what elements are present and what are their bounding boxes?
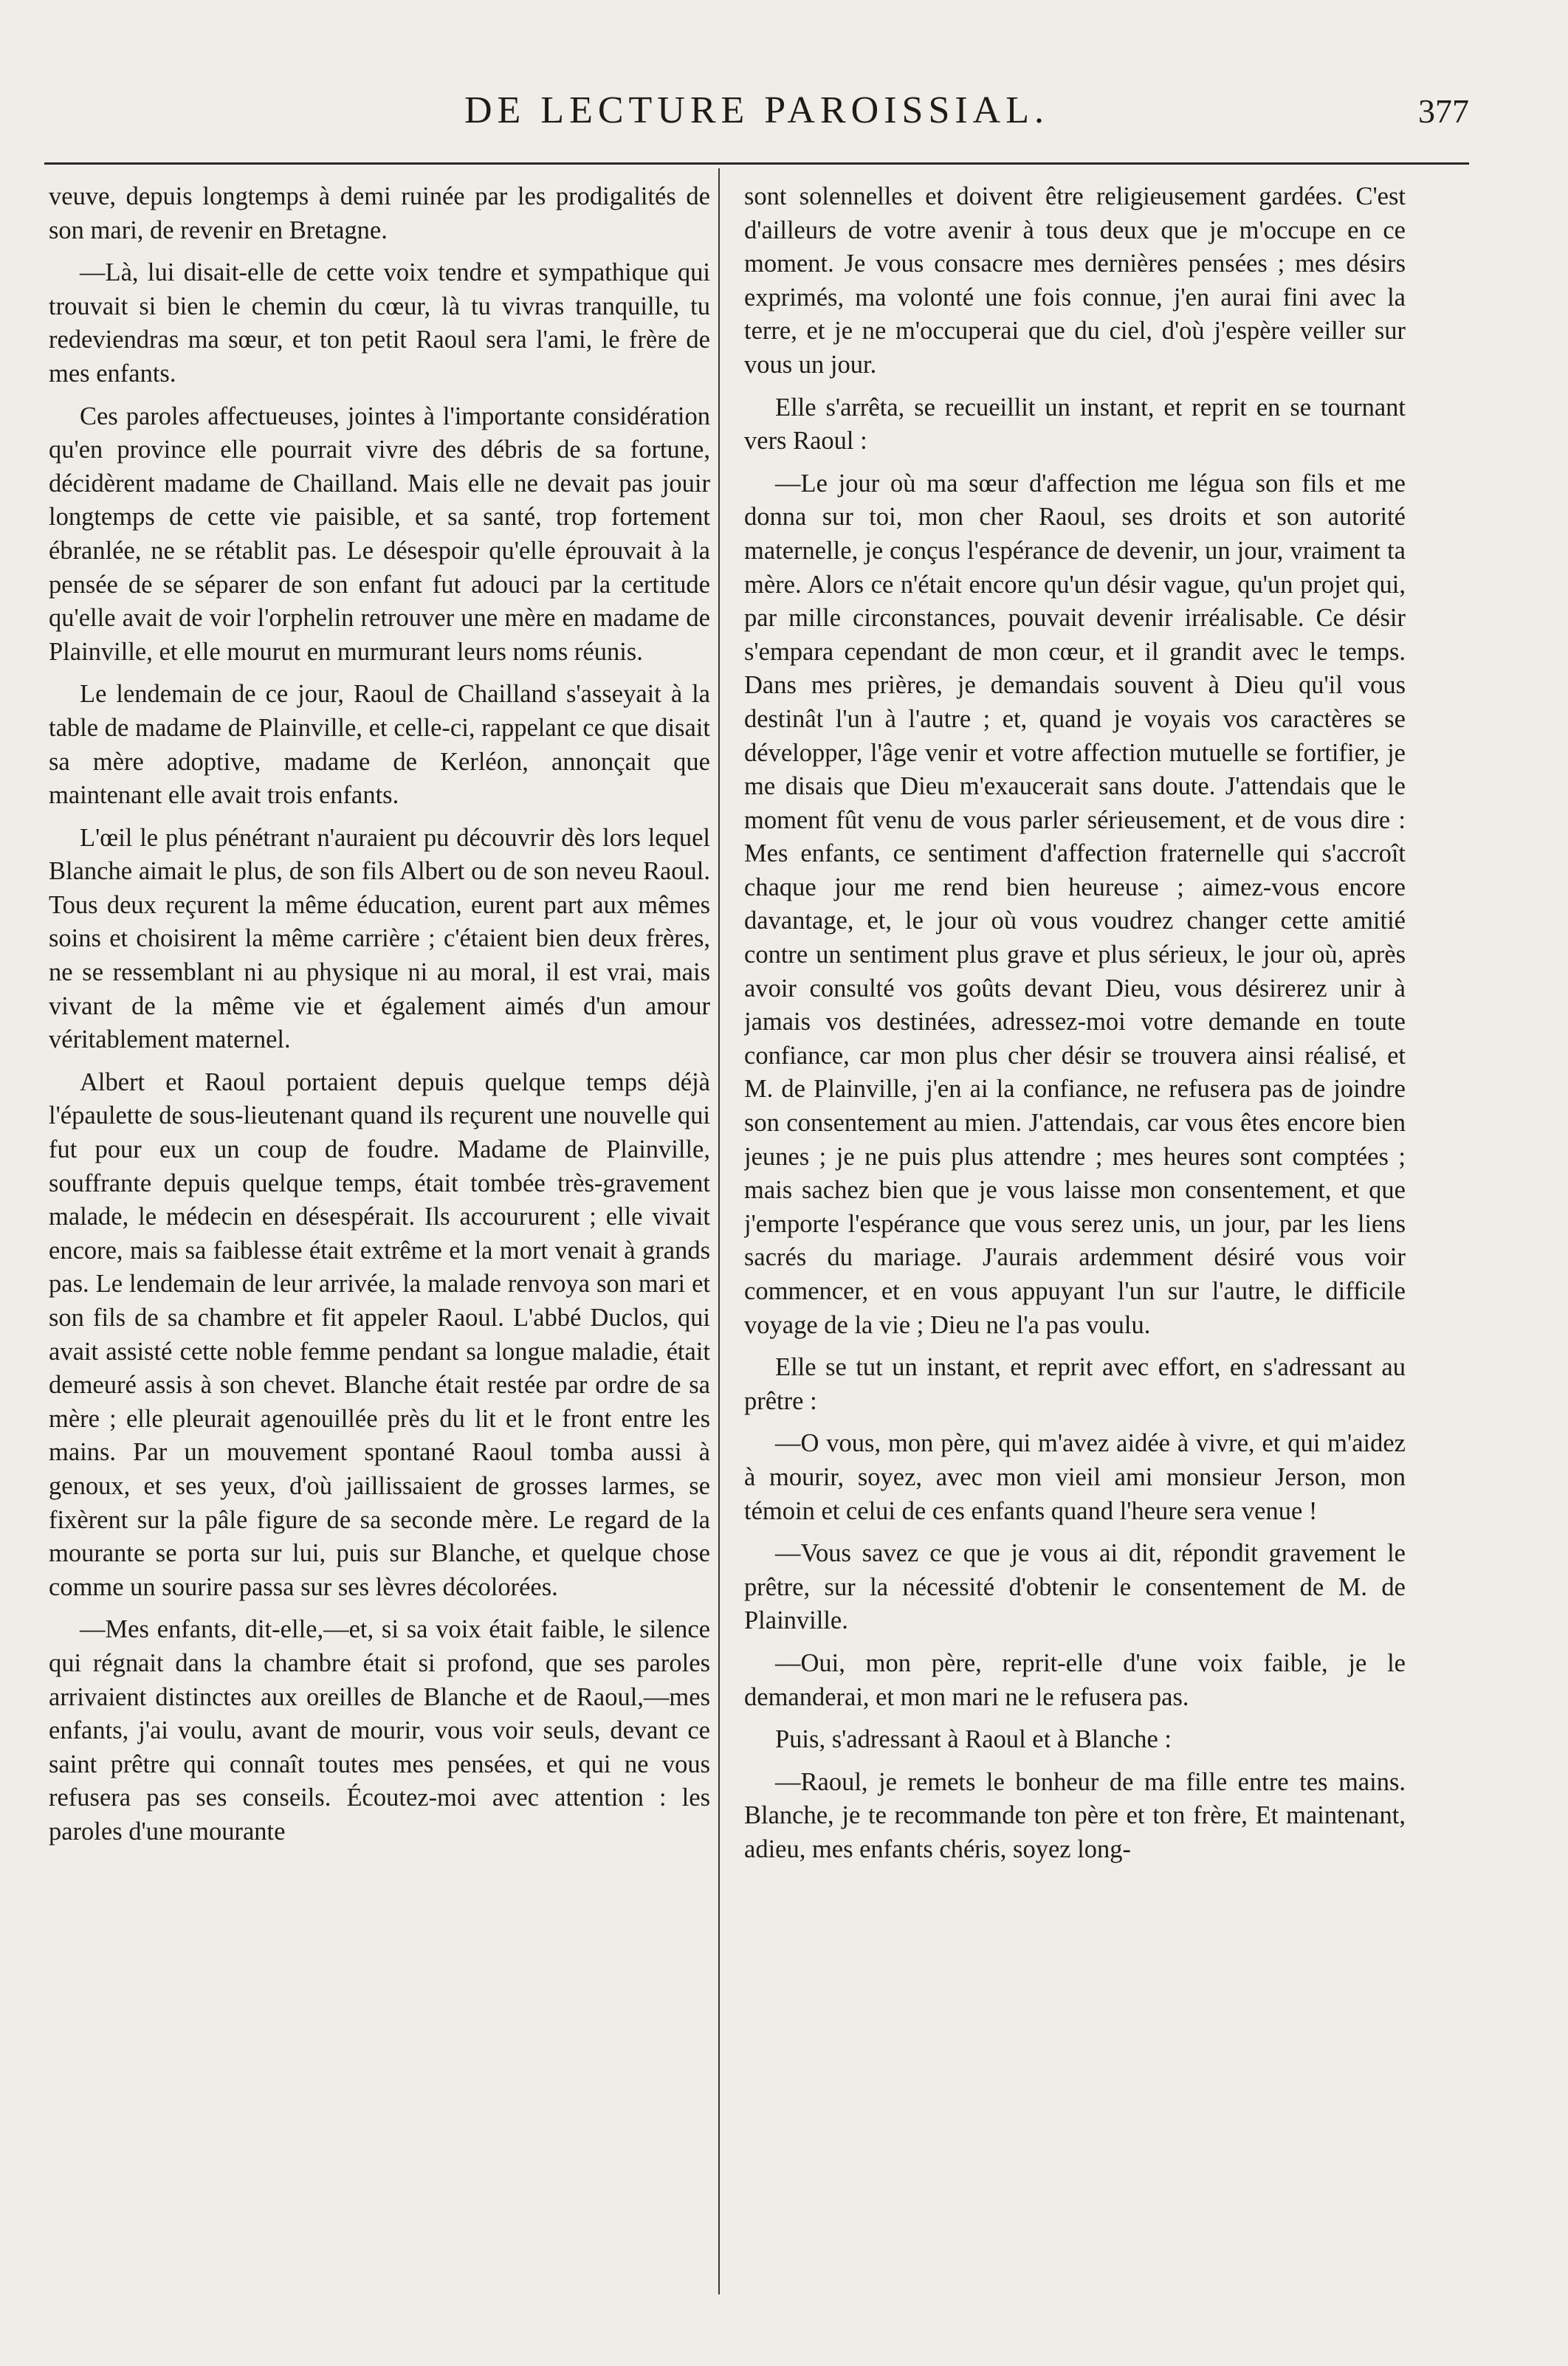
paragraph: veuve, depuis longtemps à demi ruinée par les prodigalités de son mari, de revenir en Bretagne. <box>49 182 710 244</box>
running-title: DE LECTURE PAROISSIAL. <box>464 89 1049 131</box>
left-column <box>49 180 710 2299</box>
paragraph: —Vous savez ce que je vous ai dit, répondit gravement le prêtre, sur la nécessité d'obtenir le consentement de M. de Plainville. <box>744 1539 1406 1635</box>
paragraph: —Raoul, je remets le bonheur de ma fille entre tes mains. Blanche, je te recommande ton père et ton frère, Et maintenant, adieu, mes enfants chéris, soyez long- <box>744 1767 1406 1863</box>
paragraph: —Le jour où ma sœur d'affection me légua son fils et me donna sur toi, mon cher Raoul, ses droits et son autorité maternelle, je conçus l'espérance de devenir, un jour, vraiment ta mère. Alors ce n'était encore qu'un désir vague, qu'un projet qui, par mille circonstances, pouvait devenir irréalisable. Ce désir s'empara cependant de mon cœur, et il grandit avec le temps. Dans mes prières, je demandais souvent à Dieu qu'il vous destinât l'un à l'autre ; et, quand je voyais vos caractères se développer, l'âge venir et votre affection mutuelle se fortifier, je me disais que Dieu m'exaucerait sans doute. J'attendais que le moment fût venu de vous parler sérieusement, et de vous dire : Mes enfants, ce sentiment d'affection fraternelle qui s'accroît chaque jour me rend bien heureuse ; aimez-vous encore davantage, et, le jour où vous voudrez changer cette amitié contre un sentiment plus grave et plus sérieux, le jour où, après avoir consulté vos goûts devant Dieu, vous désirerez unir à jamais vos destinées, adressez-moi votre demande en toute confiance, car mon plus cher désir se trouvera ainsi réalisé, et M. de Plainville, j'en ai la confiance, ne refusera pas de joindre son consentement au mien. J'attendais, car vous êtes encore bien jeunes ; je ne puis plus attendre ; mes heures sont comptées ; mais sachez bien que je vous laisse mon consentement, et que j'emporte l'espérance que vous serez unis, un jour, par les liens sacrés du mariage. J'aurais ardemment désiré vous voir commencer, et en vous appuyant l'un sur l'autre, le difficile voyage de la vie ; Dieu ne l'a pas voulu. <box>744 469 1406 1339</box>
paragraph: sont solennelles et doivent être religieusement gardées. C'est d'ailleurs de votre avenir à tous deux que je m'occupe en ce moment. Je vous consacre mes dernières pensées ; mes désirs exprimés, ma volonté une fois connue, j'en aurai fini avec la terre, et je ne m'occuperai que du ciel, d'où j'espère veiller sur vous un jour. <box>744 182 1406 379</box>
paragraph: —Là, lui disait-elle de cette voix tendre et sympathique qui trouvait si bien le chemin du cœur, là tu vivras tranquille, tu redeviendras ma sœur, et ton petit Raoul sera l'ami, le frère de mes enfants. <box>49 258 710 388</box>
paragraph: L'œil le plus pénétrant n'auraient pu découvrir dès lors lequel Blanche aimait le plus, de son fils Albert ou de son neveu Raoul. Tous deux reçurent la même éducation, eurent part aux mêmes soins et choisirent la même carrière ; c'étaient bien deux frères, ne se ressemblant ni au physique ni au moral, il est vrai, mais vivant de la même vie et également aimés d'un amour véritablement maternel. <box>49 823 710 1054</box>
page-header <box>44 81 1469 140</box>
paragraph: Ces paroles affectueuses, jointes à l'importante considération qu'en province elle pourrait vivre des débris de sa fortune, décidèrent madame de Chailland. Mais elle ne devait pas jouir longtemps de cette vie paisible, et sa santé, trop fortement ébranlée, ne se rétablit pas. Le désespoir qu'elle éprouvait à la pensée de se séparer de son enfant fut adouci par la certitude qu'elle avait de voir l'orphelin retrouver une mère en madame de Plainville, et elle mourut en murmurant leurs noms réunis. <box>49 402 710 666</box>
header-rule <box>44 162 1469 165</box>
paragraph: —Mes enfants, dit-elle,—et, si sa voix était faible, le silence qui régnait dans la chambre était si profond, que ses paroles arrivaient distinctes aux oreilles de Blanche et de Raoul,—mes enfants, j'ai voulu, avant de mourir, vous voir seuls, devant ce saint prêtre qui connaît toutes mes pensées, et qui ne vous refusera pas ses conseils. Écoutez-moi avec attention : les paroles d'une mourante <box>49 1615 710 1846</box>
page-number: 377 <box>1418 92 1469 130</box>
paragraph: Elle s'arrêta, se recueillit un instant, et reprit en se tournant vers Raoul : <box>744 393 1406 455</box>
right-column <box>744 180 1406 2299</box>
column-divider <box>718 168 720 2294</box>
paragraph: Le lendemain de ce jour, Raoul de Chailland s'asseyait à la table de madame de Plainville, et celle-ci, rappelant ce que disait sa mère adoptive, madame de Kerléon, annonçait que maintenant elle avait trois enfants. <box>49 680 710 810</box>
paragraph: Elle se tut un instant, et reprit avec effort, en s'adressant au prêtre : <box>744 1353 1406 1415</box>
paragraph: Puis, s'adressant à Raoul et à Blanche : <box>775 1725 1172 1754</box>
paragraph: Albert et Raoul portaient depuis quelque temps déjà l'épaulette de sous-lieutenant quand ils reçurent une nouvelle qui fut pour eux un coup de foudre. Madame de Plainville, souffrante depuis quelque temps, était tombée très-gravement malade, le médecin en désespérait. Ils accoururent ; elle vivait encore, mais sa faiblesse était extrême et la mort venait à grands pas. Le lendemain de leur arrivée, la malade renvoya son mari et son fils de sa chambre et fit appeler Raoul. L'abbé Duclos, qui avait assisté cette noble femme pendant sa longue maladie, était demeuré assis à son chevet. Blanche était restée par ordre de sa mère ; elle pleurait agenouillée près du lit et le front entre les mains. Par un mouvement spontané Raoul tomba aussi à genoux, et ses yeux, d'où jaillissaient de grosses larmes, se fixèrent sur la pâle figure de sa seconde mère. Le regard de la mourante se porta sur lui, puis sur Blanche, et quelque chose comme un sourire passa sur ses lèvres décolorées. <box>49 1067 710 1601</box>
paragraph: —Oui, mon père, reprit-elle d'une voix faible, je le demanderai, et mon mari ne le refusera pas. <box>744 1648 1406 1711</box>
paragraph: —O vous, mon père, qui m'avez aidée à vivre, et qui m'aidez à mourir, soyez, avec mon vieil ami monsieur Jerson, mon témoin et celui de ces enfants quand l'heure sera venue ! <box>744 1429 1406 1525</box>
